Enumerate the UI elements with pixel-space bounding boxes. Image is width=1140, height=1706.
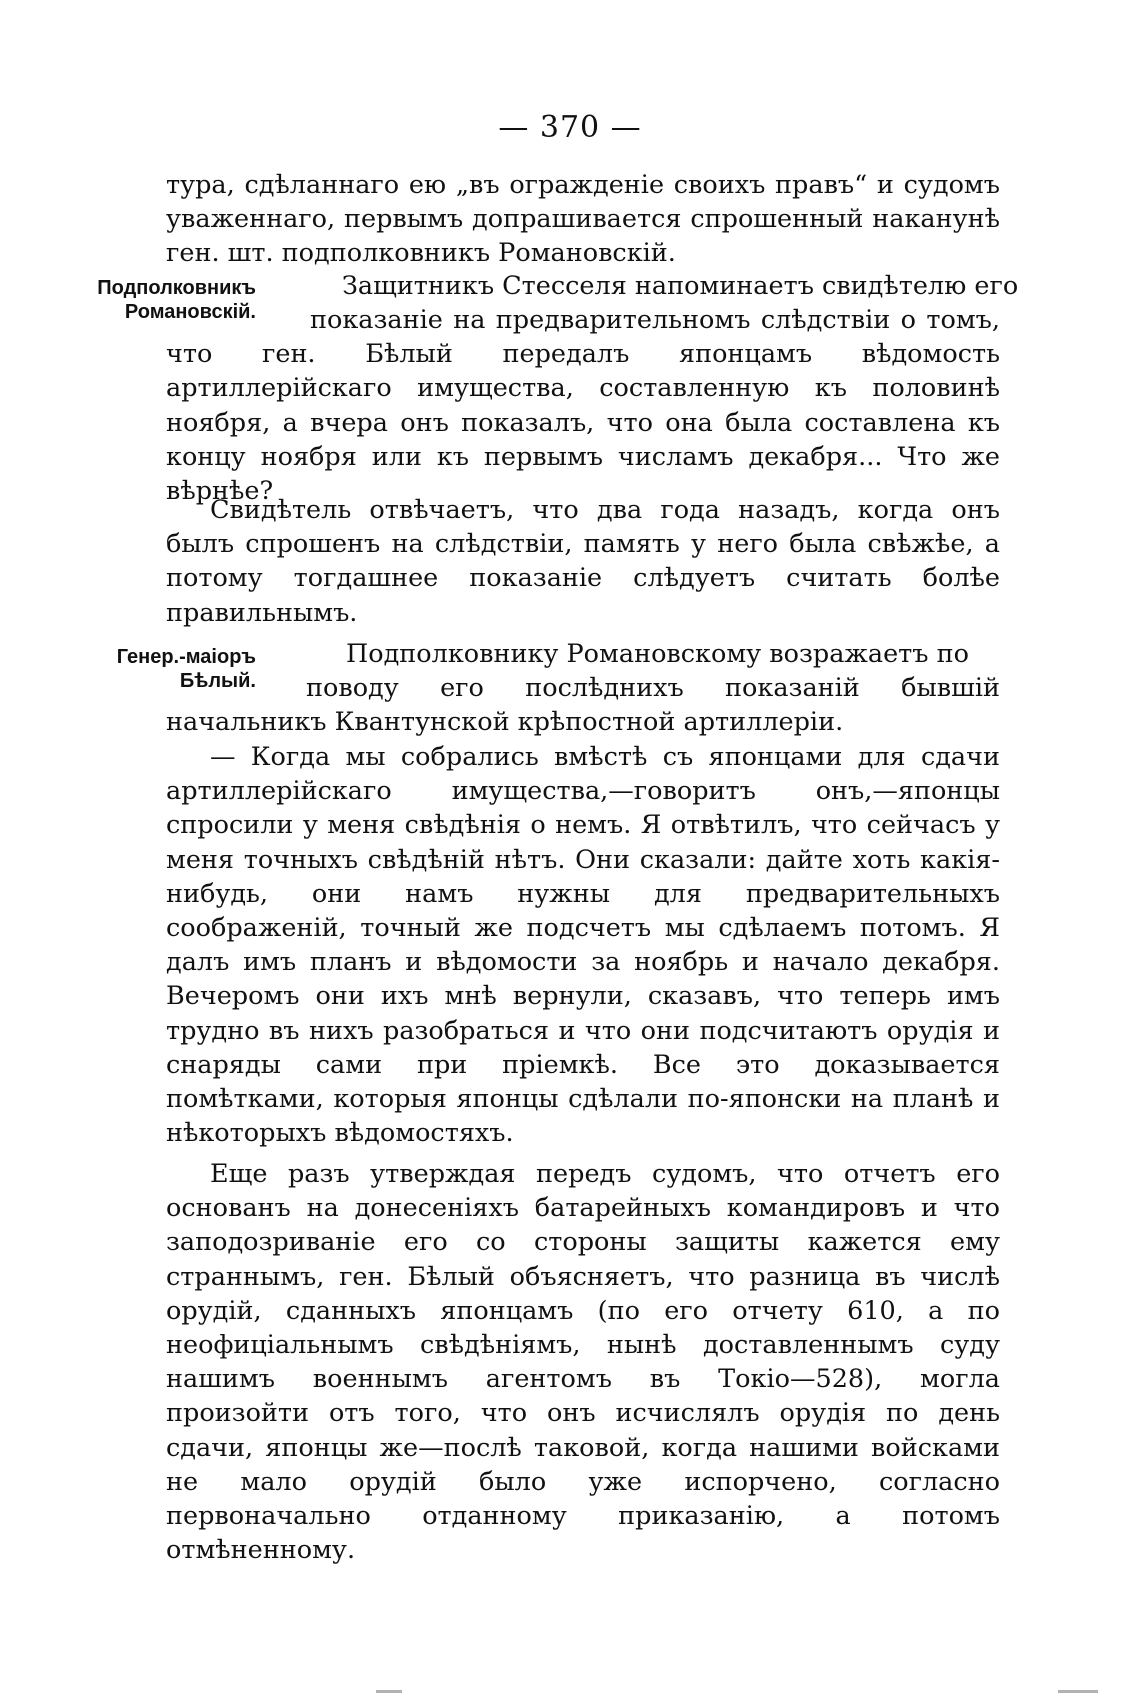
scan-artifact <box>376 1690 402 1693</box>
sidenote-romanovsky-line1: Подполковникъ <box>97 277 256 299</box>
sidenote-bely-line1: Генер.-маіоръ <box>116 646 256 668</box>
paragraph-5: — Когда мы собрались вмѣстѣ съ японцами для сдачи артиллерійскаго имущества,—говоритъ онъ,—японцы спросили у меня свѣдѣнія о немъ. Я отвѣтилъ, что сейчасъ у меня точныхъ свѣдѣній нѣтъ. Они сказали: дайте хоть какія-нибудь, они намъ нужны для предварительныхъ соображеній, точный же подсчетъ мы сдѣлаемъ потомъ. Я далъ имъ планъ и вѣдомости за ноябрь и начало декабря. Вечеромъ они ихъ мнѣ вернули, сказавъ, что теперь имъ трудно въ нихъ разобраться и что они подсчитаютъ орудія и снаряды сами при пріемкѣ. Все это доказывается помѣтками, которыя японцы сдѣлали по-японски на планѣ и нѣкоторыхъ вѣдомостяхъ. <box>166 742 1000 1149</box>
paragraph-1: тура, сдѣланнаго ею „въ огражденіе своихъ правъ“ и судомъ уваженнаго, первымъ допрашивается спрошенный наканунѣ ген. шт. подполковникъ Романовскій. <box>166 170 1000 269</box>
paragraph-3: Свидѣтель отвѣчаетъ, что два года назадъ, когда онъ былъ спрошенъ на слѣдствіи, память у него была свѣжѣе, а потому тогдашнее показаніе слѣдуетъ считать болѣе правильнымъ. <box>166 495 1000 628</box>
paragraph-2-lead: Защитникъ Стесселя напоминаетъ свидѣтелю его <box>342 271 1019 301</box>
scan-artifact <box>1058 1690 1098 1693</box>
page-number: — 370 — <box>498 110 642 145</box>
paragraph-6: Еще разъ утверждая передъ судомъ, что отчетъ его основанъ на донесеніяхъ батарейныхъ командировъ и что заподозриваніе его со стороны защиты кажется ему страннымъ, ген. Бѣлый объясняетъ, что разница въ числѣ орудій, сданныхъ японцамъ (по его отчету 610, а по неофиціальнымъ свѣдѣніямъ, нынѣ доставленнымъ суду нашимъ военнымъ агентомъ въ Токіо—528), могла произойти отъ того, что онъ исчислялъ орудія по день сдачи, японцы же—послѣ таковой, когда нашими войсками не мало орудій было уже испорчено, согласно первоначально отданному приказанію, а потомъ отмѣненному. <box>166 1159 1000 1566</box>
paragraph-2: показаніе на предварительномъ слѣдствіи о томъ, что ген. Бѣлый передалъ японцамъ вѣдомость артиллерійскаго имущества, составленную къ половинѣ ноября, а вчера онъ показалъ, что она была составлена къ концу ноября или къ первымъ числамъ декабря... Что же вѣрнѣе? <box>166 305 1000 507</box>
paragraph-4: поводу его послѣднихъ показаній бывшій начальникъ Квантунской крѣпостной артиллеріи. <box>166 673 1000 738</box>
sidenote-romanovsky-line2: Романовскій. <box>124 301 256 323</box>
paragraph-4-lead: Подполковнику Романовскому возражаетъ по <box>346 639 969 669</box>
sidenote-bely-line2: Бѣлый. <box>179 670 256 692</box>
